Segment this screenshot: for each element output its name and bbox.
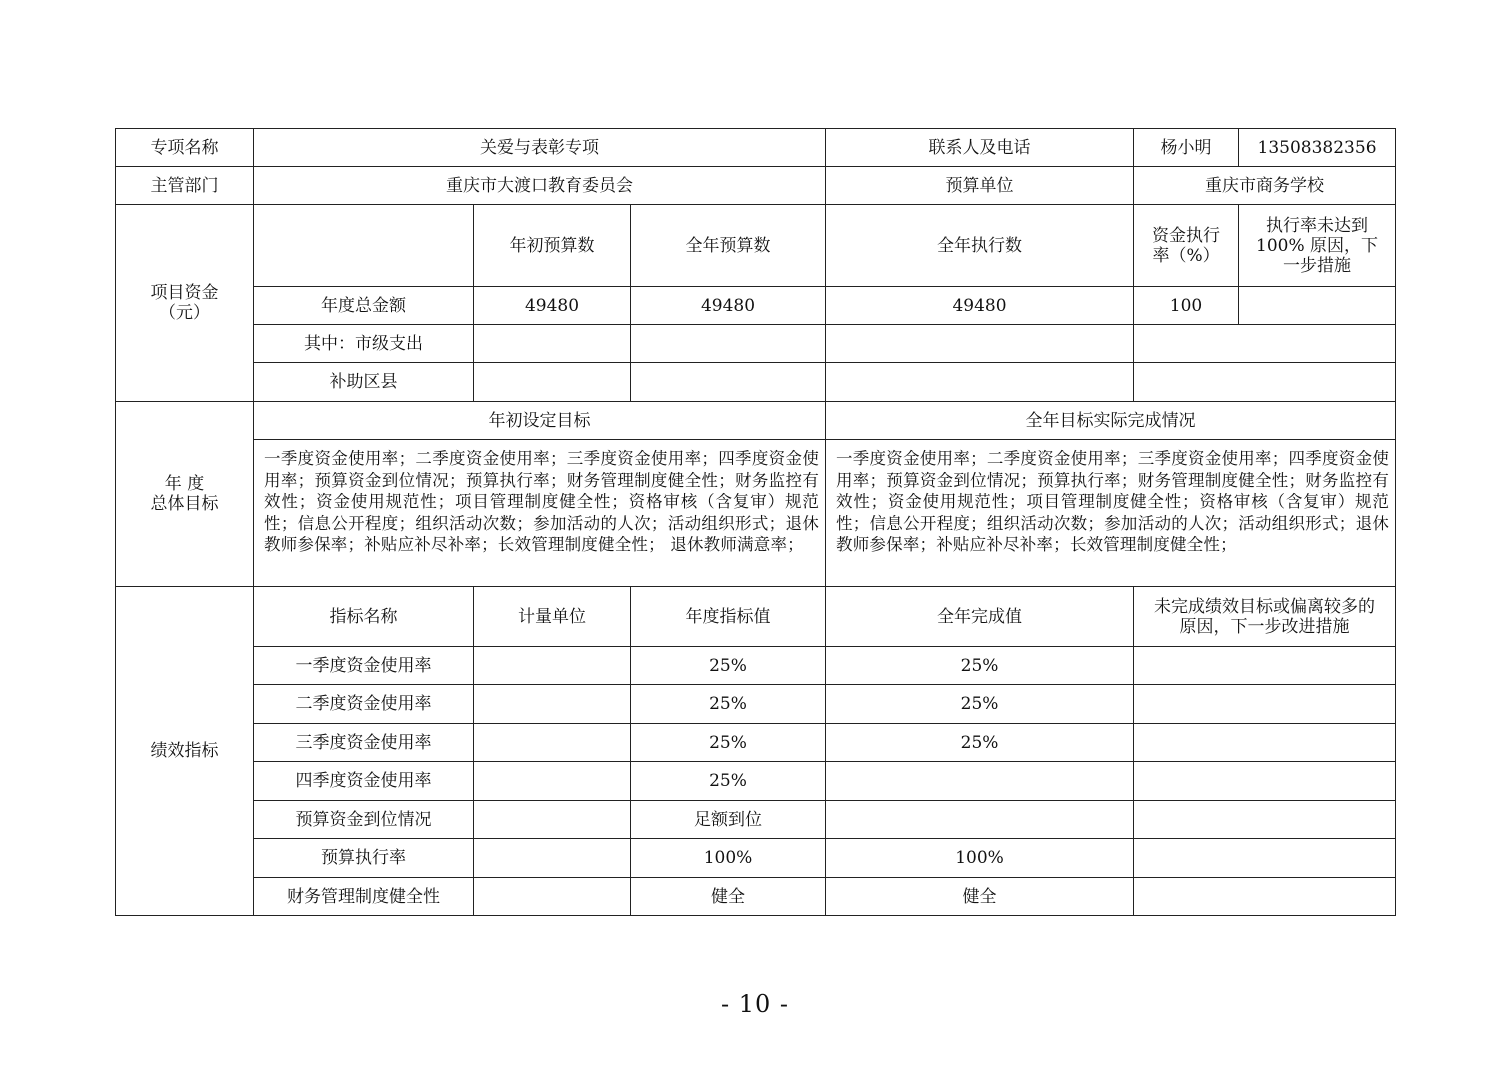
indicator-actual: 25% xyxy=(826,685,1134,724)
project-name-label: 专项名称 xyxy=(116,129,254,167)
funds-header-executed: 全年执行数 xyxy=(826,205,1134,287)
indicator-unit xyxy=(474,647,631,685)
funds-label: 项目资金（元） xyxy=(116,205,254,402)
funds-row-initial: 49480 xyxy=(474,287,631,325)
indicator-reason xyxy=(1134,878,1396,916)
indicators-label: 绩效指标 xyxy=(116,587,254,916)
indicators-header-target: 年度指标值 xyxy=(631,587,826,647)
funds-row-rate xyxy=(1134,325,1396,363)
funds-row xyxy=(116,363,1396,402)
indicators-header-reason: 未完成绩效目标或偏离较多的原因，下一步改进措施 xyxy=(1134,587,1396,647)
funds-row-executed xyxy=(826,325,1134,363)
project-name-row xyxy=(116,129,1396,167)
indicator-reason xyxy=(1134,839,1396,878)
funds-header-initial: 年初预算数 xyxy=(474,205,631,287)
indicator-actual: 100% xyxy=(826,839,1134,878)
indicator-row xyxy=(116,878,1396,916)
funds-row-label: 补助区县 xyxy=(254,363,474,402)
indicator-target: 25% xyxy=(631,762,826,801)
indicator-row xyxy=(116,647,1396,685)
indicator-target: 100% xyxy=(631,839,826,878)
goals-set-header: 年初设定目标 xyxy=(254,402,826,440)
funds-row-executed: 49480 xyxy=(826,287,1134,325)
indicator-row xyxy=(116,685,1396,724)
funds-row-initial xyxy=(474,325,631,363)
indicator-unit xyxy=(474,878,631,916)
funds-header-row xyxy=(116,205,1396,287)
indicators-header-unit: 计量单位 xyxy=(474,587,631,647)
funds-row-annual xyxy=(631,325,826,363)
indicator-unit xyxy=(474,801,631,839)
indicator-reason xyxy=(1134,724,1396,762)
indicator-unit xyxy=(474,724,631,762)
funds-row-annual: 49480 xyxy=(631,287,826,325)
goals-label xyxy=(116,402,254,587)
indicator-target: 健全 xyxy=(631,878,826,916)
contact-label: 联系人及电话 xyxy=(826,129,1134,167)
project-name-value: 关爱与表彰专项 xyxy=(254,129,826,167)
indicator-name: 三季度资金使用率 xyxy=(254,724,474,762)
indicator-name: 二季度资金使用率 xyxy=(254,685,474,724)
indicator-row xyxy=(116,724,1396,762)
indicator-reason xyxy=(1134,685,1396,724)
indicators-header-actual: 全年完成值 xyxy=(826,587,1134,647)
indicator-target: 25% xyxy=(631,724,826,762)
contact-name: 杨小明 xyxy=(1134,129,1239,167)
indicator-name: 财务管理制度健全性 xyxy=(254,878,474,916)
funds-row-reason xyxy=(1239,287,1396,325)
indicator-target: 25% xyxy=(631,685,826,724)
funds-row-rate: 100 xyxy=(1134,287,1239,325)
funds-header-blank xyxy=(254,205,474,287)
indicator-reason xyxy=(1134,801,1396,839)
indicator-unit xyxy=(474,762,631,801)
department-label: 主管部门 xyxy=(116,167,254,205)
indicator-actual: 25% xyxy=(826,724,1134,762)
indicator-reason xyxy=(1134,762,1396,801)
budget-unit-label: 预算单位 xyxy=(826,167,1134,205)
goals-label-line1: 年 度 xyxy=(164,474,205,494)
indicator-row xyxy=(116,762,1396,801)
funds-row-initial xyxy=(474,363,631,402)
indicator-reason xyxy=(1134,647,1396,685)
contact-phone: 13508382356 xyxy=(1239,129,1396,167)
funds-row xyxy=(116,287,1396,325)
funds-row-rate xyxy=(1134,363,1396,402)
indicator-name: 预算执行率 xyxy=(254,839,474,878)
goals-header-row xyxy=(116,402,1396,440)
funds-row xyxy=(116,325,1396,363)
funds-row-annual xyxy=(631,363,826,402)
budget-unit-value: 重庆市商务学校 xyxy=(1134,167,1396,205)
indicators-header-row xyxy=(116,587,1396,647)
goals-text-row xyxy=(116,440,1396,587)
goals-actual-text: 一季度资金使用率；二季度资金使用率；三季度资金使用率；四季度资金使用率；预算资金到位情况；预算执行率；财务管理制度健全性；财务监控有效性；资金使用规范性；项目管理制度健全性；资格审核（含复审）规范性；信息公开程度；组织活动次数；参加活动的人次；活动组织形式；退休教师参保率；补贴应补尽补率；长效管理制度健全性； xyxy=(826,440,1396,587)
funds-header-reason: 执行率未达到100% 原因，下一步措施 xyxy=(1239,205,1396,287)
indicator-row xyxy=(116,801,1396,839)
indicator-name: 一季度资金使用率 xyxy=(254,647,474,685)
indicator-name: 四季度资金使用率 xyxy=(254,762,474,801)
funds-row-executed xyxy=(826,363,1134,402)
indicator-actual: 25% xyxy=(826,647,1134,685)
indicator-unit xyxy=(474,685,631,724)
funds-row-label: 其中：市级支出 xyxy=(254,325,474,363)
page-number: - 10 - xyxy=(720,990,789,1018)
goals-set-text: 一季度资金使用率；二季度资金使用率；三季度资金使用率；四季度资金使用率；预算资金到位情况；预算执行率；财务管理制度健全性；财务监控有效性；资金使用规范性；项目管理制度健全性；资格审核（含复审）规范性；信息公开程度；组织活动次数；参加活动的人次；活动组织形式；退休教师参保率；补贴应补尽补率；长效管理制度健全性； 退休教师满意率； xyxy=(254,440,826,587)
department-row xyxy=(116,167,1396,205)
indicator-name: 预算资金到位情况 xyxy=(254,801,474,839)
indicator-row xyxy=(116,839,1396,878)
funds-header-rate: 资金执行率（%） xyxy=(1134,205,1239,287)
funds-row-label: 年度总金额 xyxy=(254,287,474,325)
indicator-actual xyxy=(826,801,1134,839)
indicators-header-name: 指标名称 xyxy=(254,587,474,647)
performance-table xyxy=(115,128,1396,916)
goals-actual-header: 全年目标实际完成情况 xyxy=(826,402,1396,440)
goals-label-line2: 总体目标 xyxy=(150,494,219,514)
indicator-actual xyxy=(826,762,1134,801)
indicator-unit xyxy=(474,839,631,878)
indicator-target: 25% xyxy=(631,647,826,685)
funds-header-annual: 全年预算数 xyxy=(631,205,826,287)
department-value: 重庆市大渡口教育委员会 xyxy=(254,167,826,205)
indicator-target: 足额到位 xyxy=(631,801,826,839)
indicator-actual: 健全 xyxy=(826,878,1134,916)
